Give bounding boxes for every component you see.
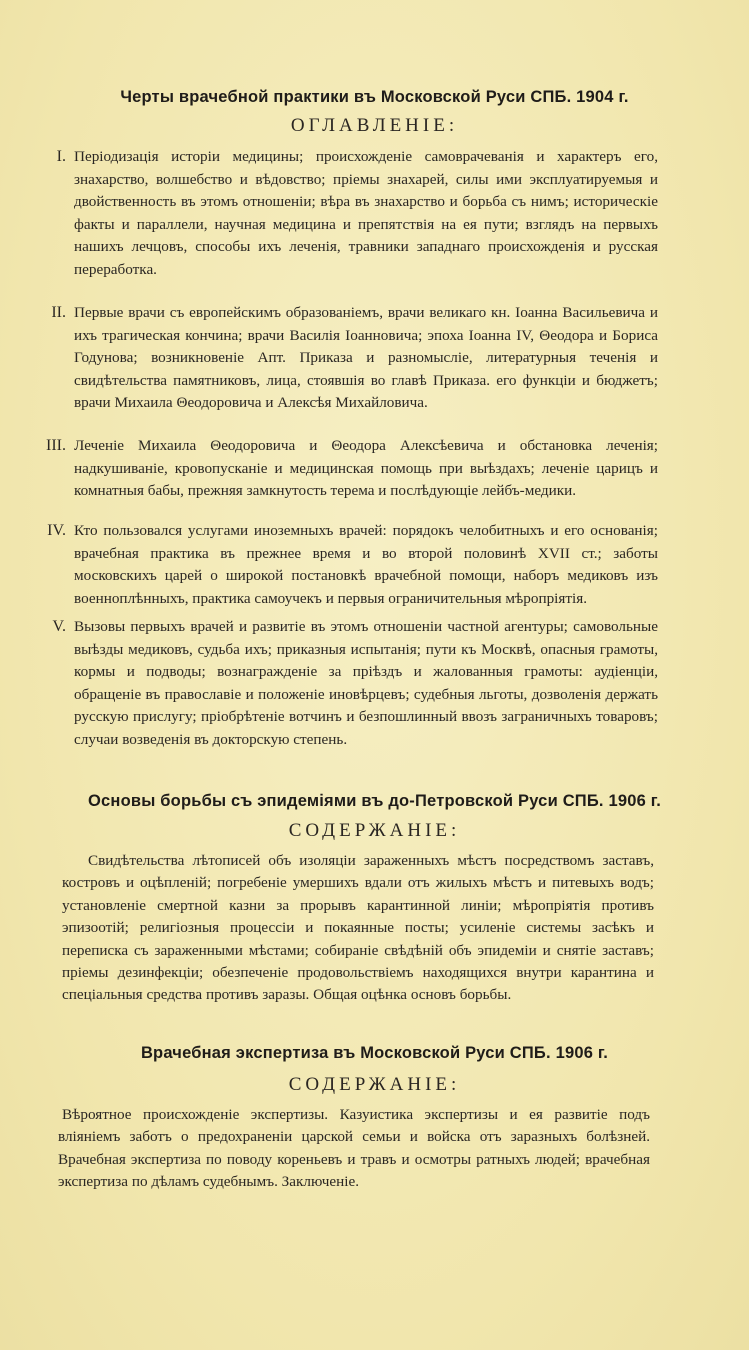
entry-4-text: Кто пользовался услугами иноземныхъ врачей: порядокъ челобитныхъ и его основанія; врачебная практика въ прежнее время и во второй половинѣ XVII ст.; заботы московскихъ царей о широкой постановкѣ врачебной помощи, наборъ медиковъ изъ военноплѣнныхъ, практика самоучекъ и первыя ограничительныя мѣропріятія. <box>74 522 658 607</box>
section-3-title: Врачебная экспертиза въ Московской Руси СПБ. 1906 г. <box>140 1044 609 1062</box>
section-2-title: Основы борьбы съ эпидеміями въ до-Петровской Руси СПБ. 1906 г. <box>88 792 661 810</box>
section-3-text: Вѣроятное происхожденіе экспертизы. Казуистика экспертизы и ея развитіе подъ вліяніемъ заботъ о предохраненіи царской семьи и войска отъ заразныхъ болѣзней. Врачебная экспертиза по поводу кореньевъ и травъ и осмотры ратныхъ людей; врачебная экспертиза по дѣламъ судебнымъ. Заключеніе. <box>58 1106 650 1191</box>
entry-1-text: Періодизація исторіи медицины; происхожденіе самоврачеванія и характеръ его, знахарство, волшебство и вѣдовство; пріемы знахарей, силы ими эксплуатируемыя и двойственность въ этомъ отношеніи; вѣра въ знахарство и борьба съ нимъ; историческіе факты и параллели, научная медицина и препятствія на ея пути; взглядъ на первыхъ нашихъ лечцовъ, способы ихъ леченія, травники западнаго происхожденія и русская переработка. <box>74 148 658 278</box>
section-3-heading: СОДЕРЖАНІЕ: <box>288 1074 461 1095</box>
entry-2-text: Первые врачи съ европейскимъ образованіемъ, врачи великаго кн. Іоанна Васильевича и ихъ трагическая кончина; врачи Василія Іоанновича; эпоха Іоанна IV, Θеодора и Бориса Годунова; возникновеніе Апт. Приказа и разномысліе, литературныя теченія и свидѣтельства памятниковъ, лица, стоявшія во главѣ Приказа. его функціи и бюджетъ; врачи Михаила Θеодоровича и Алексѣя Михайловича. <box>74 304 658 412</box>
section-2-heading: СОДЕРЖАНІЕ: <box>288 820 461 841</box>
section-2-text: Свидѣтельства лѣтописей объ изоляціи зараженныхъ мѣстъ посредствомъ заставъ, костровъ и оцѣпленій; погребеніе умершихъ вдали отъ жилыхъ мѣстъ и питевыхъ водъ; установленіе смертной казни за прорывъ карантинной линіи; мѣропріятія противъ эпизоотій; религіозныя процессіи и покаянные посты; усиленіе системы засѣкъ и переписка съ зараженными мѣстами; собираніе свѣдѣній объ эпидеміи и снятіе заставъ; пріемы дезинфекціи; обезпеченіе продовольствіемъ находящихся внутри карантина и спеціальныя средства противъ заразы. Общая оцѣнка основъ борьбы. <box>62 852 654 1004</box>
entry-5-text: Вызовы первыхъ врачей и развитіе въ этомъ отношеніи частной агентуры; самовольные выѣзды медиковъ, судьба ихъ; приказныя испытанія; пути къ Москвѣ, опасныя грамоты, кормы и подводы; вознагражденіе за пріѣздъ и жалованныя грамоты: аудіенціи, обращеніе въ православіе и положеніе иновѣрцевъ; судебныя льготы, дозволенія держать русскую прислугу; пріобрѣтеніе вотчинъ и безпошлинный ввозъ заграничныхъ товаровъ; случаи возведенія въ докторскую степень. <box>74 618 658 748</box>
entry-4-number: IV. <box>47 522 66 539</box>
entry-1-number: I. <box>56 148 66 165</box>
entry-2-number: II. <box>51 304 66 321</box>
entry-3-number: III. <box>46 437 66 454</box>
entry-5-number: V. <box>52 618 66 635</box>
entry-3-text: Леченіе Михаила Θеодоровича и Θеодора Алексѣевича и обстановка леченія; надкушиваніе, кровопусканіе и медицинская помощь при выѣздахъ; леченіе царицъ и комнатныя бабы, прежняя замкнутость терема и послѣдующіе лейбъ-медики. <box>74 437 658 500</box>
section-1-heading: ОГЛАВЛЕНІЕ: <box>290 115 459 136</box>
section-1-title: Черты врачебной практики въ Московской Руси СПБ. 1904 г. <box>120 88 629 106</box>
